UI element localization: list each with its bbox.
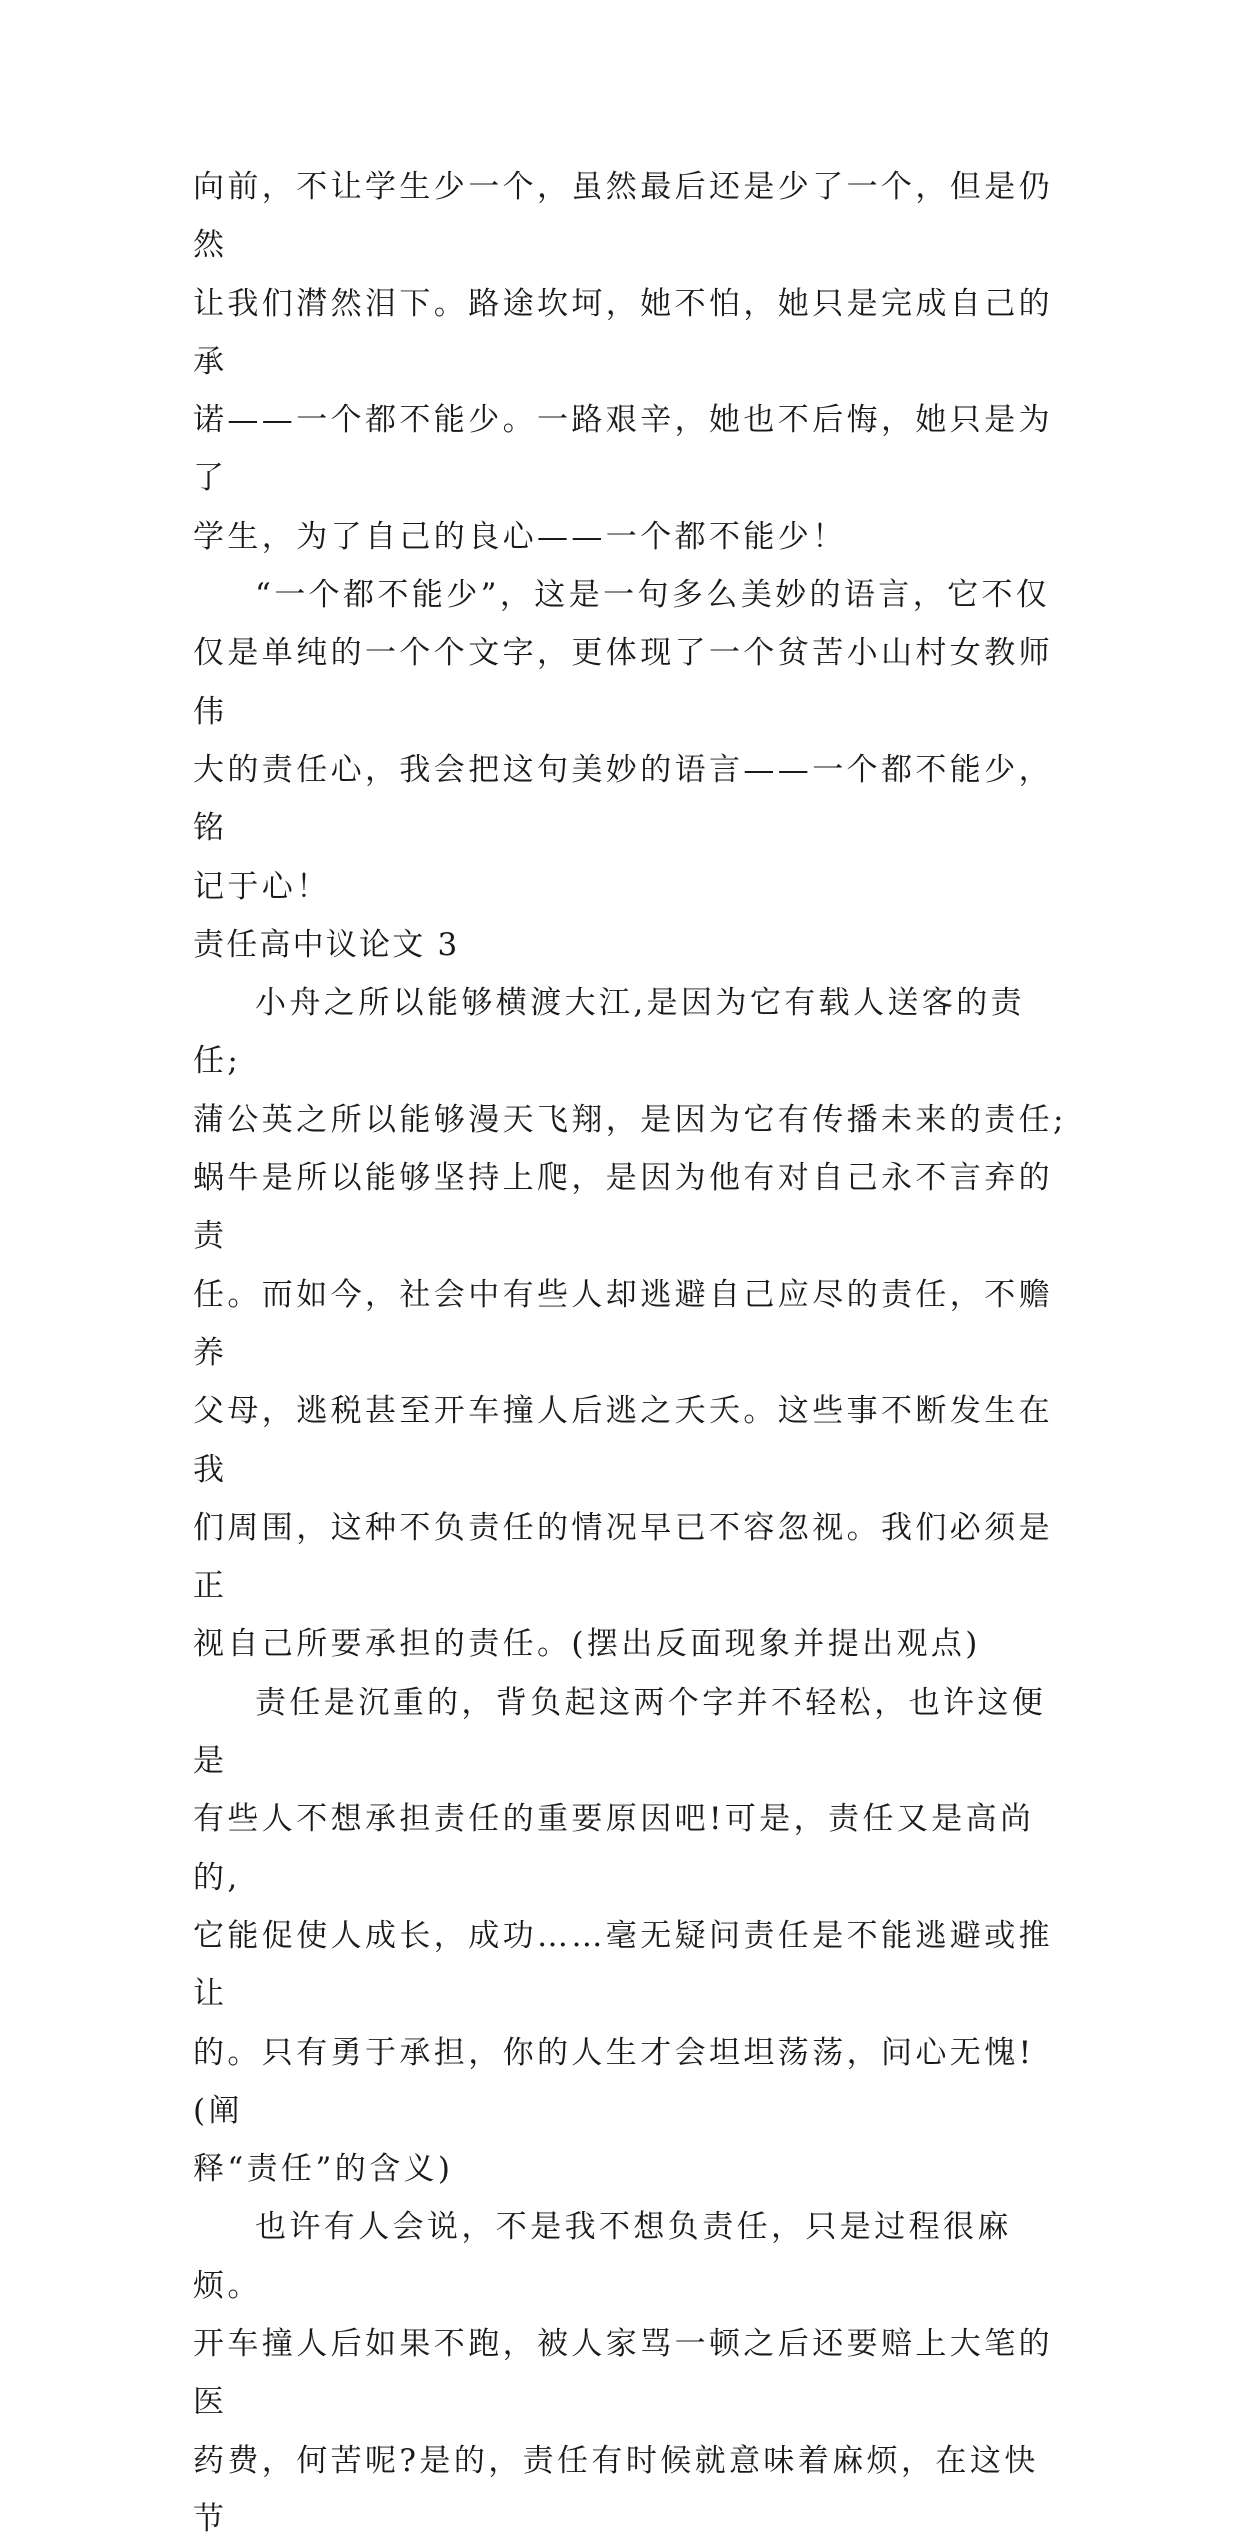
text-line: 们周围，这种不负责任的情况早已不容忽视。我们必须是正 — [193, 1509, 1053, 1605]
text-line: 释“责任”的含义) — [193, 2151, 454, 2188]
text-line: 向前，不让学生少一个，虽然最后还是少了一个，但是仍然 — [193, 169, 1053, 264]
text-line: 小舟之所以能够横渡大江,是因为它有载人送客的责任; — [193, 985, 1026, 1080]
paragraph-3 — [193, 974, 1073, 1674]
text-line: 也许有人会说，不是我不想负责任，只是过程很麻烦。 — [193, 2209, 1012, 2304]
text-line: 仅是单纯的一个个文字，更体现了一个贫苦小山村女教师伟 — [193, 635, 1053, 730]
text-line: 诺——一个都不能少。一路艰辛，她也不后悔，她只是为了 — [193, 402, 1053, 497]
text-line: 视自己所要承担的责任。(摆出反面现象并提出观点) — [193, 1626, 981, 1663]
text-line: 药费，何苦呢?是的，责任有时候就意味着麻烦，在这快节 — [193, 2442, 1039, 2537]
text-line: 它能促使人成长，成功……毫无疑问责任是不能逃避或推让 — [193, 1917, 1053, 2013]
paragraph-5 — [193, 2198, 1073, 2548]
text-line: 让我们潸然泪下。路途坎坷，她不怕，她只是完成自己的承 — [193, 285, 1053, 380]
text-line: “一个都不能少”，这是一句多么美妙的语言，它不仅 — [255, 577, 1051, 614]
text-line: 学生，为了自己的良心——一个都不能少！ — [193, 518, 847, 555]
paragraph-1 — [193, 158, 1073, 566]
text-line: 蒲公英之所以能够漫天飞翔，是因为它有传播未来的责任; — [193, 1101, 1067, 1138]
text-line: 父母，逃税甚至开车撞人后逃之夭夭。这些事不断发生在我 — [193, 1393, 1053, 1488]
text-line: 责任是沉重的，背负起这两个字并不轻松，也许这便是 — [193, 1684, 1047, 1780]
document-page — [193, 158, 1073, 2548]
text-line: 记于心！ — [193, 868, 331, 905]
text-line: 的。只有勇于承担，你的人生才会坦坦荡荡，问心无愧!(阐 — [193, 2034, 1035, 2129]
section-heading: 责任高中议论文 3 — [193, 926, 460, 963]
text-line: 蜗牛是所以能够坚持上爬，是因为他有对自己永不言弃的责 — [193, 1160, 1053, 1255]
text-line: 有些人不想承担责任的重要原因吧!可是，责任又是高尚的, — [193, 1801, 1035, 1896]
text-line: 任。而如今，社会中有些人却逃避自己应尽的责任，不赡养 — [193, 1276, 1053, 1371]
text-line: 开车撞人后如果不跑，被人家骂一顿之后还要赔上大笔的医 — [193, 2325, 1053, 2421]
paragraph-2 — [193, 566, 1073, 916]
paragraph-4 — [193, 1674, 1073, 2199]
text-line: 大的责任心，我会把这句美妙的语言——一个都不能少，铭 — [193, 751, 1053, 847]
